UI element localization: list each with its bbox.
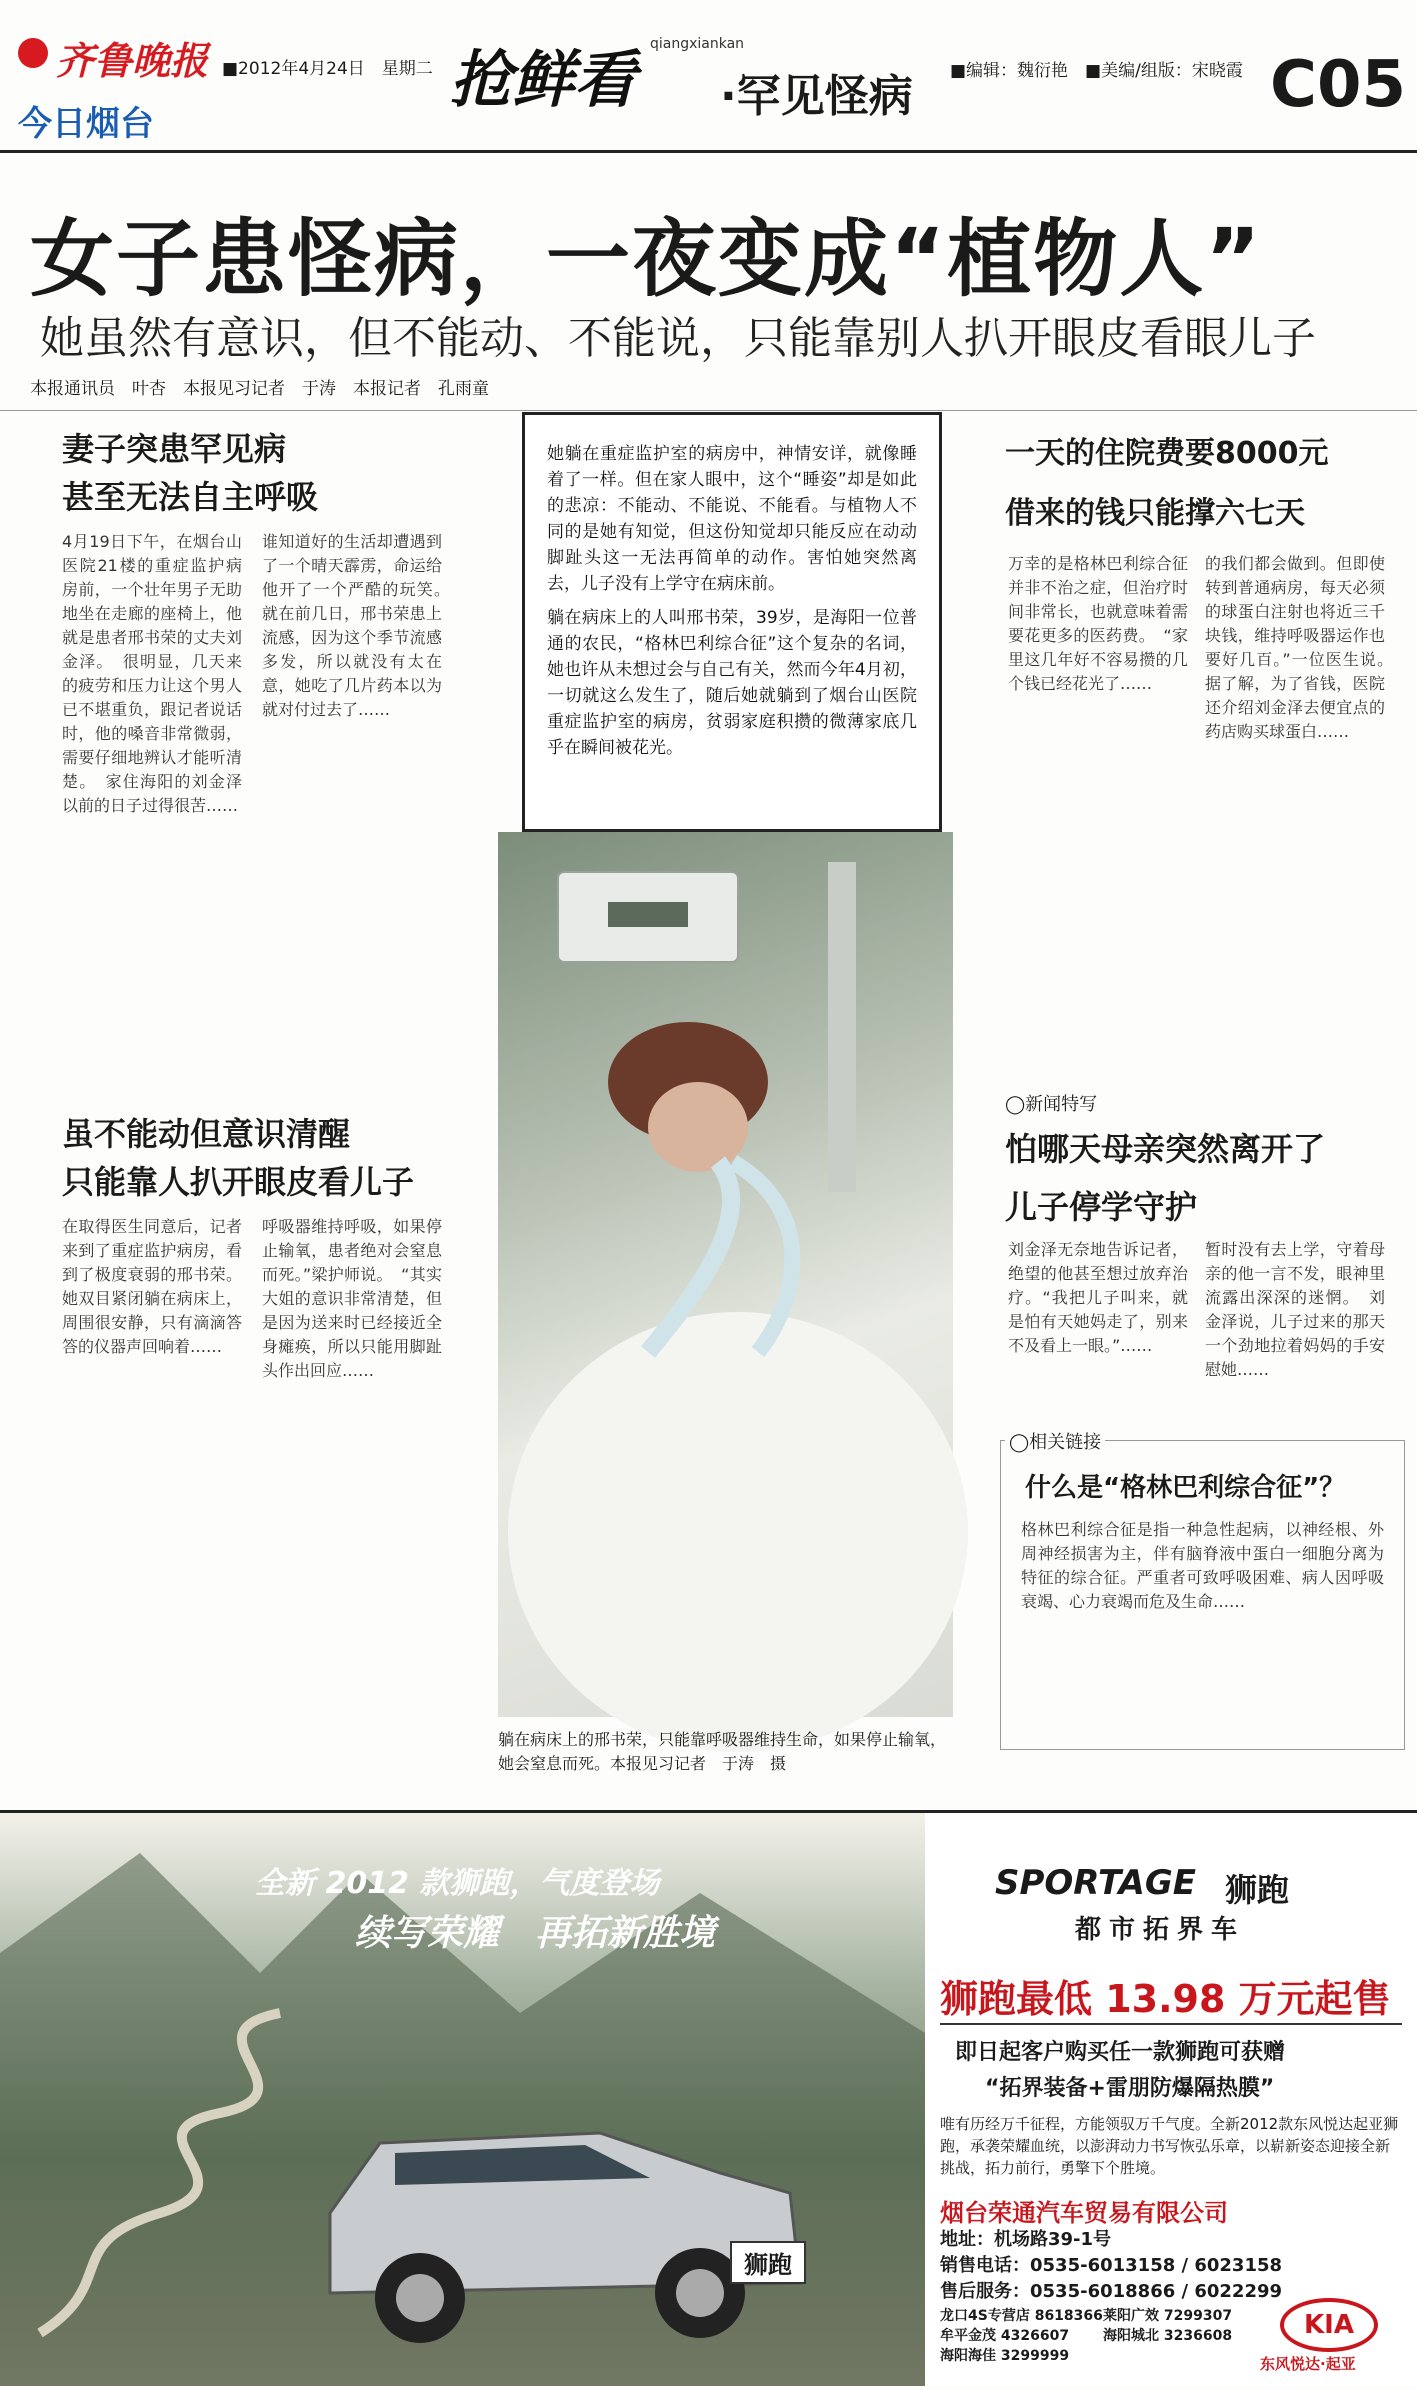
- column-brand: 抢鲜看: [450, 43, 637, 116]
- section-1-title-line2: 甚至无法自主呼吸: [62, 478, 319, 516]
- section-3-title: [1005, 430, 1405, 538]
- ad-tagline-1: 全新 2012 款狮跑，气度登场: [255, 1866, 660, 1901]
- price-headline: 狮跑最低 13.98 万元起售: [940, 1977, 1391, 2021]
- editors-credit: ■编辑：魏衍艳 ■美编/组版：宋晓霞: [950, 61, 1243, 81]
- section-4-title-line1: 怕哪天母亲突然离开了: [1005, 1130, 1326, 1168]
- column-brand-pinyin: qiangxiankan: [650, 36, 745, 52]
- offer-line-2: “拓界装备+雷朋防爆隔热膜”: [985, 2076, 1275, 2101]
- branch-item: 龙口4S专营店 8618366: [940, 2308, 1103, 2324]
- photo-caption: 躺在病床上的邢书荣，只能靠呼吸器维持生命，如果停止输氧，她会窒息而死。本报见习记者 于涛 摄: [498, 1730, 947, 1773]
- section-1-column-1: 4月19日下午，在烟台山医院21楼的重症监护病房前，一个壮年男子无助地坐在走廊的座椅上，他就是患者邢书荣的丈夫刘金泽。 很明显，几天来的疲劳和压力让这个男人已不堪重负，跟记者说话时，他的嗓音非常微弱，需要仔细地辨认才能听清楚。 家住海阳的刘金泽以前的日子过得很苦……: [62, 532, 242, 815]
- section-4-column-2: 暂时没有去上学，守着母亲的他一言不发，眼神里流露出深深的迷惘。 刘金泽说，儿子过来的那天一个劲地拉着妈妈的手安慰她……: [1205, 1240, 1385, 1379]
- hospital-scene-illustration: [498, 832, 953, 1717]
- section-4-title-line2: 儿子停学守护: [1005, 1188, 1198, 1226]
- section-4-column-1: 刘金泽无奈地告诉记者，绝望的他甚至想过放弃治疗。“我把儿子叫来，就是怕有天她妈走了，别来不及看上一眼。”……: [1008, 1240, 1188, 1355]
- column-name: ·罕见怪病: [720, 71, 913, 122]
- patient-face: [648, 1082, 748, 1172]
- section-2-column-1: 在取得医生同意后，记者来到了重症监护病房，看到了极度衰弱的邢书荣。她双目紧闭躺在病床上，周围很安静，只有滴滴答答的仪器声回响着……: [62, 1217, 242, 1356]
- ad-description: 唯有历经万千征程，方能领驭万千气度。全新2012款东风悦达起亚狮跑，承袭荣耀血统，以澎湃动力书写恢弘乐章，以崭新姿态迎接全新挑战，拓力前行，勇擎下个胜境。: [940, 2115, 1399, 2177]
- bed-blanket: [508, 1312, 968, 1752]
- offer-line-1: 即日起客户购买任一款狮跑可获赠: [955, 2040, 1286, 2065]
- ad-divider: [940, 2023, 1402, 2025]
- section-3-column-1: 万幸的是格林巴利综合征并非不治之症，但治疗时间非常长，也就意味着需要花更多的医药费。 “家里这几年好不容易攒的几个钱已经花光了……: [1008, 554, 1188, 693]
- sales-phone: 销售电话：0535-6013158 / 6023158: [940, 2255, 1283, 2276]
- headline: 女子患怪病，一夜变成“植物人”: [30, 210, 1263, 308]
- dealer-name: 烟台荣通汽车贸易有限公司: [940, 2199, 1228, 2227]
- ventilator-arm: [828, 862, 856, 1192]
- license-plate: 狮跑: [730, 2241, 806, 2284]
- section-4-tag: ◯新闻特写: [1005, 1094, 1098, 1115]
- kia-subtitle: 东风悦达·起亚: [1260, 2355, 1356, 2373]
- section-3-title-line1: 一天的住院费要8000元: [1005, 436, 1329, 471]
- branch-item: 牟平金茂 4326607: [940, 2328, 1070, 2344]
- section-1-column-2: 谁知道好的生活却遭遇到了一个晴天霹雳，命运给他开了一个严酷的玩笑。 就在前几日，邢书荣患上流感，因为这个季节流感多发，所以就没有太在意，她吃了几片药本以为就对付过去了……: [262, 532, 459, 719]
- section-2-title-line2: 只能靠人扒开眼皮看儿子: [62, 1163, 415, 1201]
- dealer-address: 地址：机场路39-1号: [940, 2229, 1112, 2250]
- section-1-title-line1: 妻子突患罕见病: [62, 430, 287, 468]
- branch-item: 海阳城北 3236608: [1103, 2328, 1233, 2344]
- paper-name: 齐鲁晚报: [56, 38, 209, 83]
- headline-divider: [0, 410, 1417, 411]
- related-tag-label: 相关链接: [1029, 1432, 1102, 1453]
- branch-item: 莱阳广效 7299307: [1103, 2308, 1233, 2324]
- related-title: 什么是“格林巴利综合征”？: [1025, 1473, 1346, 1503]
- section-2-column-2: 呼吸器维持呼吸，如果停止输氧，患者绝对会窒息而死。”梁护师说。 “其实大姐的意识非常清楚，但是因为送来时已经接近全身瘫痪，所以只能用脚趾头作出回应……: [262, 1217, 442, 1380]
- brand-logo-cn: 狮跑: [1225, 1871, 1290, 1909]
- subheadline: 她虽然有意识，但不能动、不能说，只能靠别人扒开眼皮看眼儿子: [40, 313, 1316, 364]
- newspaper-logo-icon: [18, 38, 48, 68]
- advertisement: [0, 1810, 1417, 2386]
- callout-paragraph-2: 躺在病床上的人叫邢书荣，39岁，是海阳一位普通的农民，“格林巴利综合征”这个复杂的名词，她也许从未想过会与自己有关，然而今年4月初，一切就这么发生了，随后她就躺到了烟台山医院重症监护室的病房，贫弱家庭积攒的微薄家底几乎在瞬间被花光。: [547, 608, 917, 758]
- brand-logo-en: SPORTAGE: [995, 1863, 1196, 1903]
- ad-tagline-2: 续写荣耀 再拓新胜境: [355, 1913, 716, 1954]
- kia-logo: KIA: [1280, 2298, 1378, 2352]
- section-2-title: [62, 1110, 492, 1206]
- related-body: 格林巴利综合征是指一种急性起病，以神经根、外周神经损害为主，伴有脑脊液中蛋白一细胞分离为特征的综合征。严重者可致呼吸困难、病人因呼吸衰竭、心力衰竭而危及生命……: [1021, 1520, 1384, 1611]
- service-phone: 售后服务：0535-6018866 / 6022299: [940, 2281, 1283, 2302]
- branch-item: 海阳海佳 3299999: [940, 2348, 1070, 2364]
- related-tag: ◯相关链接: [1005, 1428, 1105, 1454]
- callout-paragraph-1: 她躺在重症监护室的病房中，神情安详，就像睡着了一样。但在家人眼中，这个“睡姿”却是如此的悲凉：不能动、不能说、不能看。与植物人不同的是她有知觉，但这份知觉却只能反应在动动脚趾头这一无法再简单的动作。害怕她突然离去，儿子没有上学守在病床前。: [547, 444, 917, 594]
- section-1-title: [62, 425, 482, 521]
- ad-info: [925, 1813, 1417, 2386]
- issue-date: ■2012年4月24日 星期二: [222, 59, 433, 79]
- section-3-column-2: 的我们都会做到。但即使转到普通病房，每天必须的球蛋白注射也将近三千块钱，维持呼吸器运作也要好几百。”一位医生说。 据了解，为了省钱，医院还介绍刘金泽去便宜点的药店购买球蛋白……: [1205, 554, 1402, 741]
- hospital-photo: [498, 832, 953, 1717]
- related-box: [1000, 1440, 1405, 1750]
- section-4-title: [1005, 1125, 1405, 1231]
- section-2-title-line1: 虽不能动但意识清醒: [62, 1115, 351, 1153]
- ad-visual: [0, 1813, 925, 2386]
- page-number: C05: [1270, 48, 1407, 122]
- brand-subtitle: 都市拓界车: [1075, 1915, 1246, 1945]
- section-name: 今日烟台: [18, 104, 154, 144]
- masthead-divider: [0, 150, 1417, 153]
- section-4-tag-label: 新闻特写: [1025, 1094, 1098, 1115]
- section-3-title-line2: 借来的钱只能撑六七天: [1005, 496, 1305, 531]
- masthead: [0, 0, 1417, 160]
- pump-display: [608, 902, 688, 927]
- byline: 本报通讯员 叶杏 本报见习记者 于涛 本报记者 孔雨童: [30, 379, 489, 399]
- callout-box: [522, 412, 942, 832]
